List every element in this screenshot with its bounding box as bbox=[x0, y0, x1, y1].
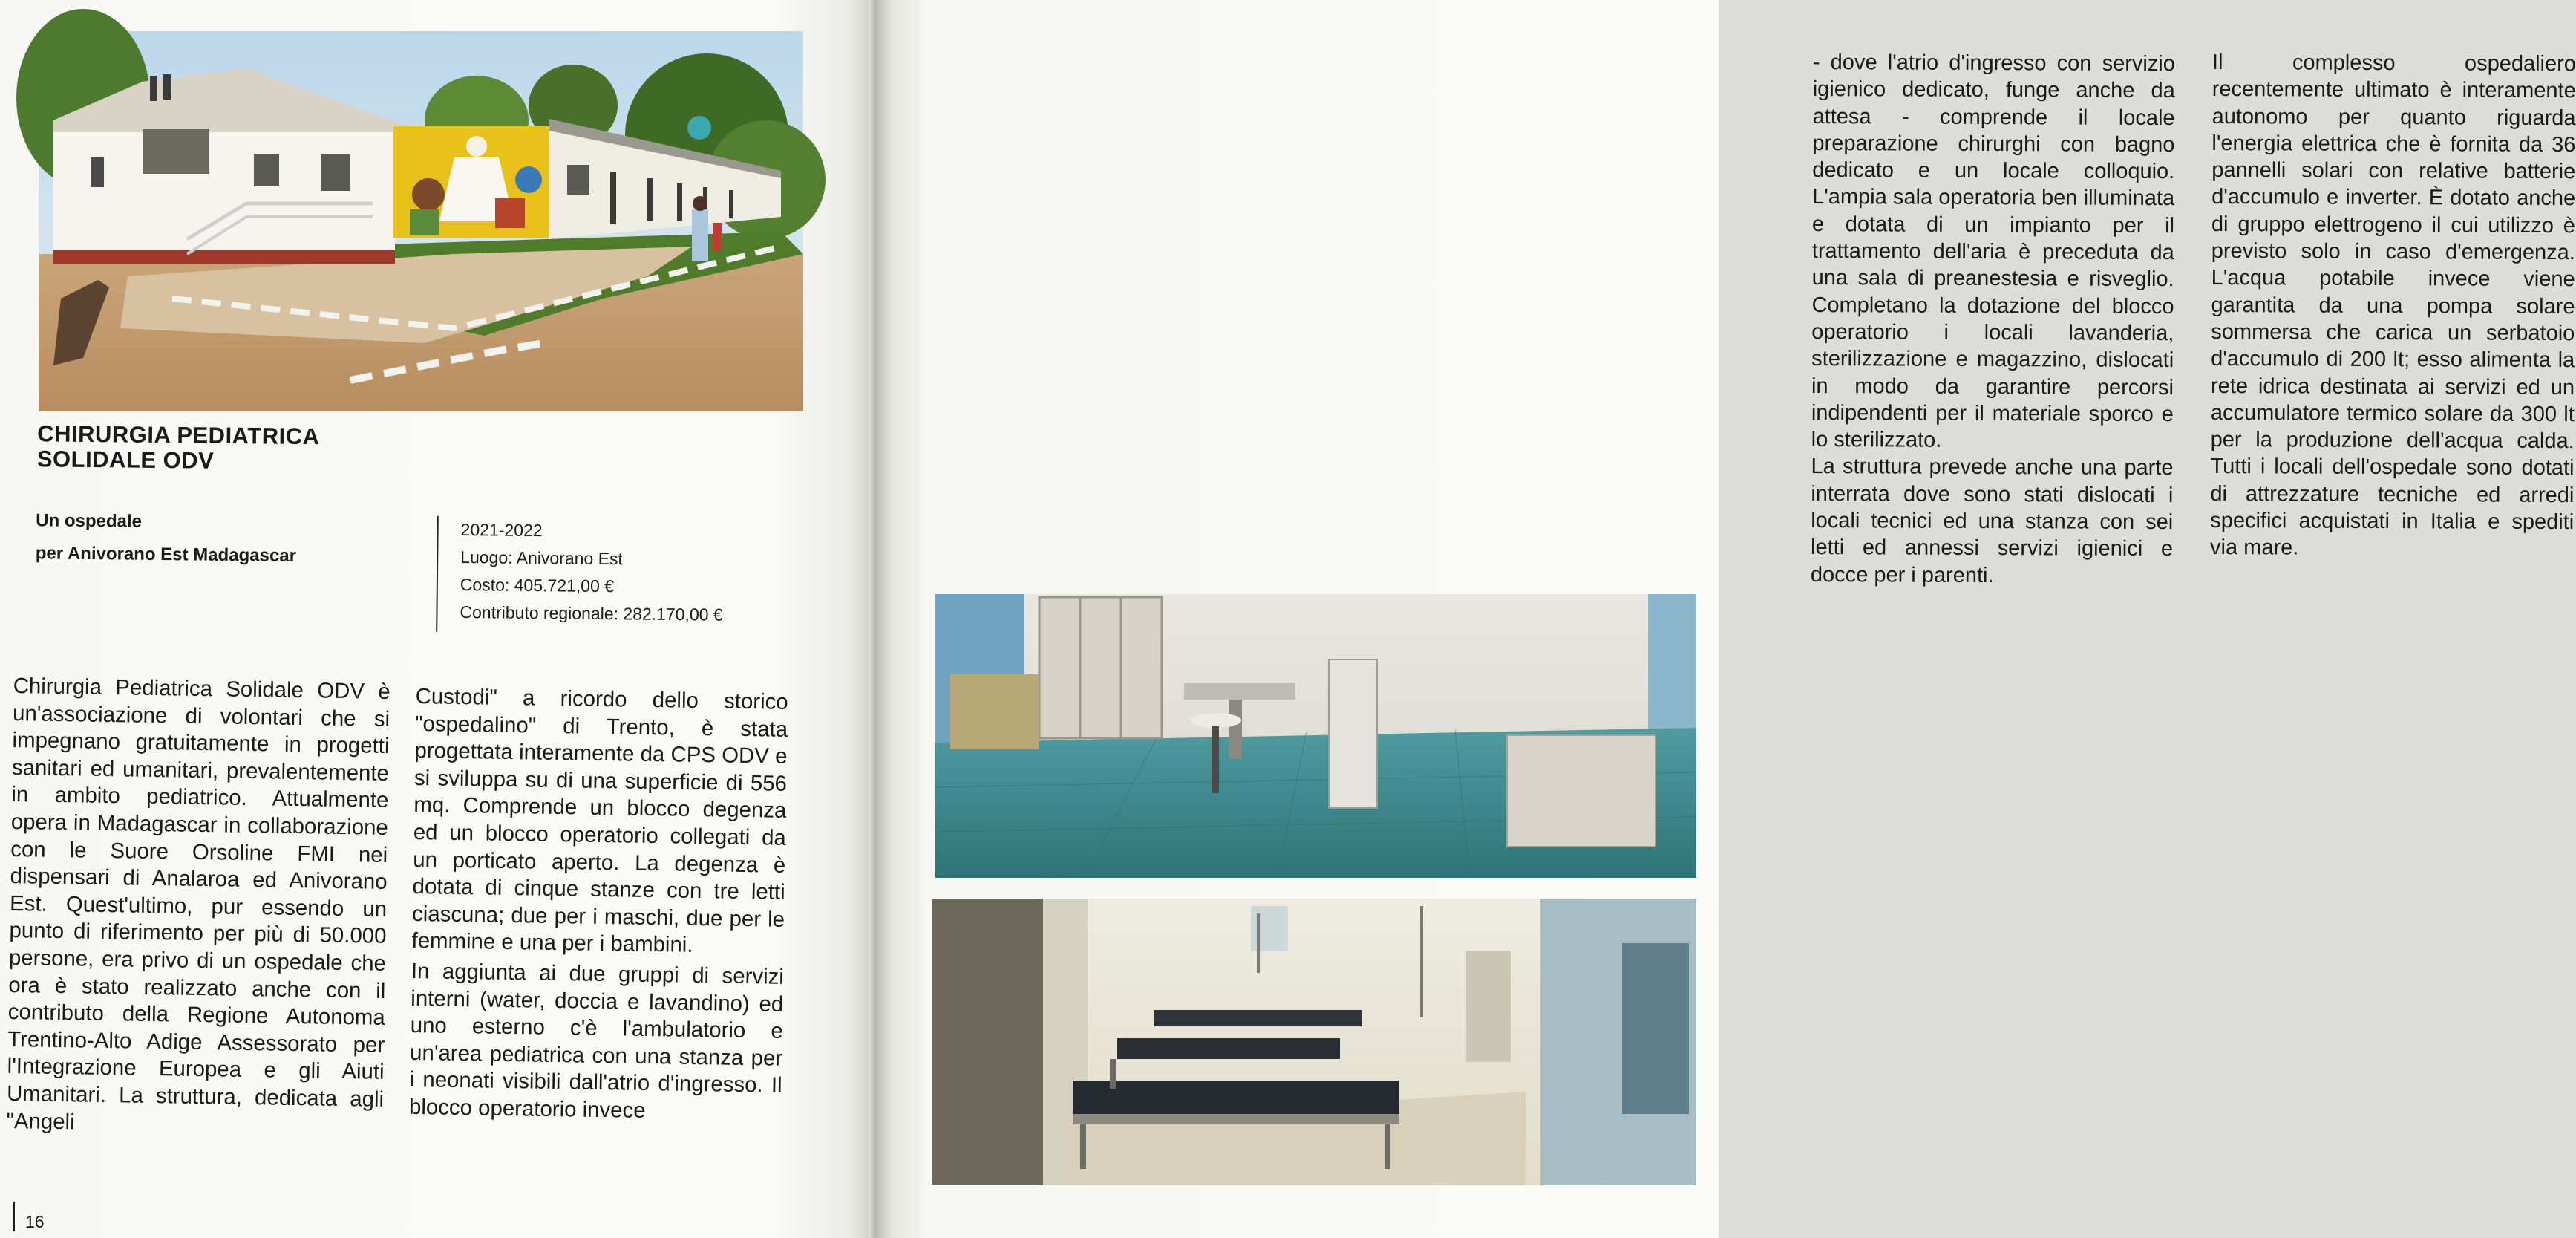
project-years: 2021-2022 bbox=[460, 520, 543, 541]
body-column-2-paragraph-1: Custodi" a ricordo dello storico "ospedalino" di Trento, è stata progettata interamente da CPS ODV e si sviluppa su di una superficie di 556 mq. Comprende un blocco degenza ed un blocco operatorio collegati da un porticato aperto. La degenza è dotata di cinque stanze con tre letti ciascuna; due per i maschi, due per le femmine e una per i bambini. bbox=[411, 683, 788, 958]
project-cost: Costo: 405.721,00 € bbox=[460, 575, 615, 596]
subtitle-line1: Un ospedale bbox=[36, 510, 143, 532]
body-column-3 bbox=[1811, 49, 2175, 590]
page-number-rule bbox=[13, 1202, 15, 1231]
body-column-2-paragraph-2: In aggiunta ai due gruppi di servizi interni (water, doccia e lavandino) ed uno esterno c'è l'ambulatorio e un'area pediatrica con una stanza per i neonati visibili dall'atrio d'ingresso. Il blocco operatorio invece bbox=[408, 958, 785, 1123]
page-number: 16 bbox=[25, 1212, 45, 1231]
left-page bbox=[0, 0, 876, 1238]
project-location: Luogo: Anivorano Est bbox=[460, 547, 624, 569]
body-column-4 bbox=[2210, 49, 2576, 563]
body-column-3-paragraph-1: - dove l'atrio d'ingresso con servizio igienico dedicato, funge anche da attesa - comprende il locale preparazione chirurghi con bagno dedicato e un locale colloquio. L'ampia sala operatoria ben illuminata e dotata di un impianto per il trattamento dell'aria è preceduta da una sala di preanestesia e risveglio. Completano la dotazione del blocco operatorio i locali lavanderia, sterilizzazione e magazzino, dislocati in modo da garantire percorsi indipendenti per il materiale sporco e lo sterilizzato. bbox=[1811, 50, 2175, 452]
operating-room-photo bbox=[935, 594, 1696, 878]
body-column-3-paragraph-2: La struttura prevede anche una parte interrata dove sono stati dislocati i locali tecnici ed una stanza con sei letti ed annessi servizi igienici e docce per i parenti. bbox=[1810, 455, 2174, 587]
article-title-line1: CHIRURGIA PEDIATRICA bbox=[37, 420, 320, 450]
body-column-1 bbox=[6, 673, 390, 1141]
project-regional-contribution: Contributo regionale: 282.170,00 € bbox=[460, 602, 723, 625]
hospital-building-photo bbox=[39, 31, 803, 411]
body-column-2 bbox=[409, 683, 788, 1127]
body-column-4-text: Il complesso ospedaliero recentemente ultimato è interamente autonomo per quanto riguarda l'energia elettrica che è fornita da 36 pannelli solari con relative batterie d'accumulo e inverter. È dotato anche di gruppo elettrogeno il cui utilizzo è previsto solo in caso d'emergenza. L'acqua potabile invece viene garantita da una pompa solare sommersa che carica un serbatoio d'accumulo di 200 lt; esso alimenta la rete idrica destinata ai servizi ed un accumulatore termico solare da 300 lt per la produzione dell'acqua calda. Tutti i locali dell'ospedale sono dotati di attrezzature tecniche ed arredi specifici acquistati in Italia e spediti via mare. bbox=[2210, 50, 2576, 560]
body-column-1-text: Chirurgia Pediatrica Solidale ODV è un'associazione di volontari che si impegnano gratuitamente in progetti sanitari ed umanitari, prevalentemente in ambito pediatrico. Attualmente opera in Madagascar in collaborazione con le Suore Orsoline FMI nei dispensari di Analaroa ed Anivorano Est. Quest'ultimo, pur essendo un punto di riferimento per più di 50.000 persone, era privo di un ospedale che ora è stato realizzato anche con il contributo della Regione Autonoma Trentino-Alto Adige Assessorato per l'Integrazione Europea e gli Aiuti Umanitari. La struttura, dedicata agli "Angeli bbox=[6, 673, 390, 1134]
hospital-ward-photo bbox=[932, 899, 1696, 1185]
article-title-line2: SOLIDALE ODV bbox=[36, 446, 215, 474]
article-title bbox=[37, 421, 424, 475]
subtitle-line2: per Anivorano Est Madagascar bbox=[35, 543, 297, 566]
article-subtitle bbox=[36, 504, 422, 573]
project-facts bbox=[436, 516, 764, 636]
